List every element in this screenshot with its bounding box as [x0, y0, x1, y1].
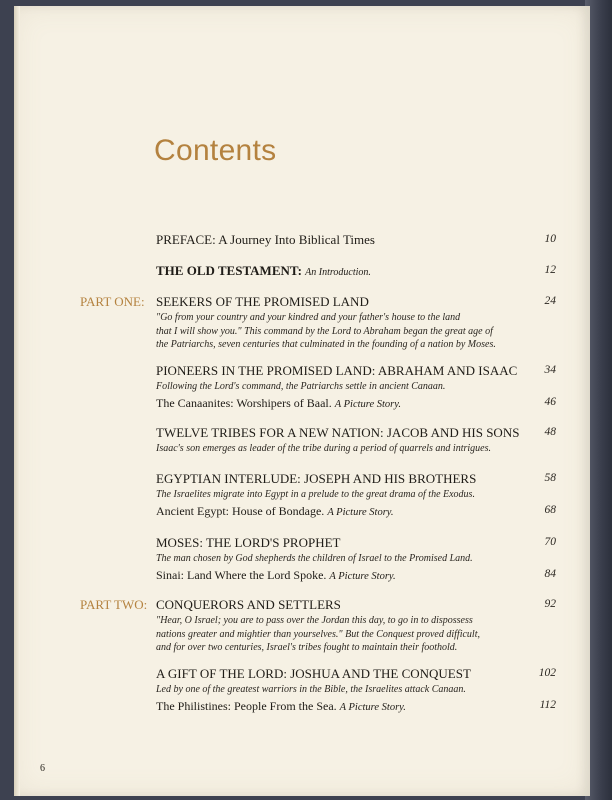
page-number-pioneers: 34	[544, 364, 556, 376]
toc-entry-joshua: A GIFT OF THE LORD: JOSHUA AND THE CONQUEST	[156, 666, 471, 681]
desc-line: "Go from your country and your kindred and your father's house to the land	[156, 312, 461, 323]
toc-subentry-philistines	[156, 698, 496, 716]
sinai-title: Sinai: Land Where the Lord Spoke.	[156, 568, 327, 582]
toc-entry-part-one: SEEKERS OF THE PROMISED LAND	[156, 294, 369, 309]
toc-entry-twelve-tribes: TWELVE TRIBES FOR A NEW NATION: JACOB AND HIS SONS	[156, 425, 520, 440]
toc-entry-egyptian-interlude: EGYPTIAN INTERLUDE: JOSEPH AND HIS BROTHERS	[156, 471, 477, 486]
desc-line: and for over two centuries, Israel's tribes fought to maintain their foothold.	[156, 642, 458, 653]
toc-entry-pioneers: PIONEERS IN THE PROMISED LAND: ABRAHAM AND ISAAC	[156, 363, 518, 378]
toc-subentry-ancient-egypt	[156, 503, 496, 521]
moses-description: The man chosen by God shepherds the children of Israel to the Promised Land.	[156, 553, 473, 564]
toc-subentry-sinai	[156, 567, 496, 585]
page-number-twelve-tribes: 48	[544, 426, 556, 438]
canaanites-title: The Canaanites: Worshipers of Baal.	[156, 396, 332, 410]
page-number-sinai: 84	[544, 568, 556, 580]
toc-subentry-canaanites	[156, 395, 496, 413]
picture-story-tag: A Picture Story.	[327, 507, 394, 518]
toc-entry-part-two: CONQUERORS AND SETTLERS	[156, 597, 341, 612]
old-testament-title: THE OLD TESTAMENT:	[156, 263, 302, 278]
page-number-part-two: 92	[544, 598, 556, 610]
part-one-label: PART ONE:	[80, 294, 145, 309]
part-two-description	[156, 614, 536, 655]
twelve-tribes-description: Isaac's son emerges as leader of the tribe during a period of quarrels and intrigues.	[156, 443, 491, 454]
toc-entry-moses: MOSES: THE LORD'S PROPHET	[156, 535, 341, 550]
pioneers-description: Following the Lord's command, the Patriarchs settle in ancient Canaan.	[156, 381, 446, 392]
page-number-part-one: 24	[544, 295, 556, 307]
desc-line: that I will show you." This command by the Lord to Abraham began the great age of	[156, 325, 493, 337]
page-edge-shadow	[14, 6, 20, 796]
old-testament-intro: An Introduction.	[305, 267, 371, 278]
ancient-egypt-title: Ancient Egypt: House of Bondage.	[156, 504, 325, 518]
page-number-egyptian-interlude: 58	[544, 472, 556, 484]
page-title: Contents	[154, 134, 277, 167]
part-one-description	[156, 311, 536, 352]
part-two-label: PART TWO:	[80, 597, 148, 612]
picture-story-tag: A Picture Story.	[334, 399, 401, 410]
page-number-moses: 70	[544, 536, 556, 548]
toc-entry-old-testament	[156, 263, 496, 281]
page-number-preface: 10	[544, 233, 556, 245]
page-number-old-testament: 12	[544, 264, 556, 276]
desc-line: "Hear, O Israel; you are to pass over the Jordan this day, to go in to dispossess	[156, 615, 473, 626]
philistines-title: The Philistines: People From the Sea.	[156, 699, 337, 713]
desc-line: nations greater and mightier than yourselves." But the Conquest proved difficult,	[156, 628, 480, 640]
page-number-canaanites: 46	[544, 396, 556, 408]
picture-story-tag: A Picture Story.	[329, 571, 396, 582]
picture-story-tag: A Picture Story.	[339, 702, 406, 713]
egyptian-interlude-description: The Israelites migrate into Egypt in a prelude to the great drama of the Exodus.	[156, 489, 475, 500]
desc-line: the Patriarchs, seven centuries that culminated in the founding of a nation by Moses.	[156, 339, 496, 350]
joshua-description: Led by one of the greatest warriors in the Bible, the Israelites attack Canaan.	[156, 684, 466, 695]
page-number-philistines: 112	[539, 699, 556, 711]
page-number-joshua: 102	[538, 667, 556, 679]
folio-page-number: 6	[40, 763, 45, 774]
contents-page	[14, 6, 590, 796]
page-number-ancient-egypt: 68	[544, 504, 556, 516]
toc-entry-preface: PREFACE: A Journey Into Biblical Times	[156, 232, 375, 247]
